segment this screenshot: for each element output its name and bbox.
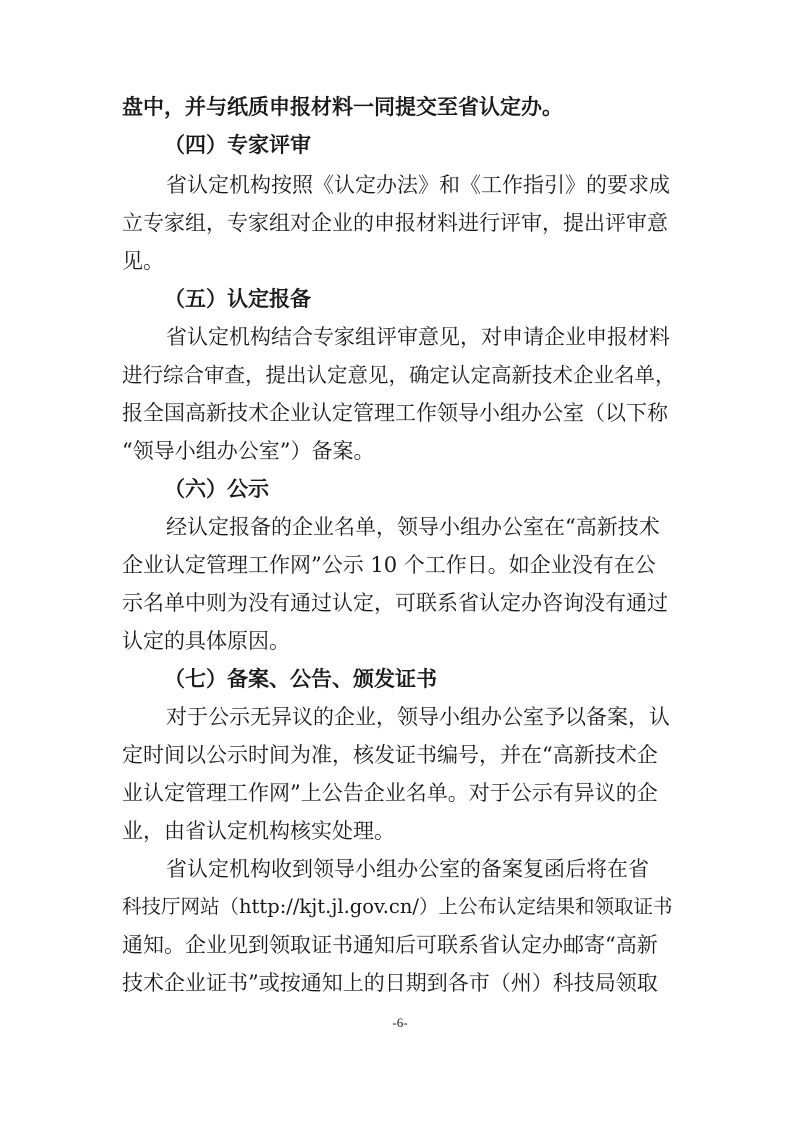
text-line: 进行综合审查，提出认定意见，确定认定高新技术企业名单， [122, 363, 676, 387]
text-line: 见。 [122, 249, 164, 273]
text-line: 经认定报备的企业名单，领导小组办公室在“高新技术 [166, 515, 660, 539]
section-heading-6: （六）公示 [164, 476, 269, 501]
text-line: 立专家组，专家组对企业的申报材料进行评审，提出评审意 [122, 211, 668, 235]
page-number: -6- [392, 1015, 408, 1030]
text-line: 技术企业证书”或按通知上的日期到各市（州）科技局领取 [122, 971, 658, 995]
text-line: 通知。企业见到领取证书通知后可联系省认定办邮寄“高新 [122, 933, 658, 957]
text-line: 示名单中则为没有通过认定，可联系省认定办咨询没有通过 [122, 591, 668, 615]
text-line: 报全国高新技术企业认定管理工作领导小组办公室（以下称 [122, 401, 668, 425]
section-heading-4: （四）专家评审 [164, 132, 311, 157]
text-line: 省认定机构结合专家组评审意见，对申请企业申报材料 [166, 325, 670, 349]
text-line: 科技厅网站（http://kjt.jl.gov.cn/）上公布认定结果和领取证书 [122, 895, 673, 918]
text-line: 盘中，并与纸质申报材料一同提交至省认定办。 [122, 94, 563, 119]
text-line: 定时间以公示时间为准，核发证书编号，并在“高新技术企 [122, 743, 658, 767]
text-line: 省认定机构按照《认定办法》和《工作指引》的要求成 [166, 173, 670, 197]
text-line: “领导小组办公室”）备案。 [122, 439, 375, 463]
text-line: 企业认定管理工作网”公示 10 个工作日。如企业没有在公 [122, 553, 656, 577]
section-heading-5: （五）认定报备 [164, 286, 311, 311]
section-heading-7: （七）备案、公告、颁发证书 [164, 666, 437, 691]
text-line: 业认定管理工作网”上公告企业名单。对于公示有异议的企 [122, 781, 658, 805]
text-line: 省认定机构收到领导小组办公室的备案复函后将在省 [166, 857, 649, 881]
text-line: 对于公示无异议的企业，领导小组办公室予以备案，认 [166, 705, 670, 729]
text-line: 认定的具体原因。 [122, 629, 290, 653]
text-line: 业，由省认定机构核实处理。 [122, 819, 395, 843]
